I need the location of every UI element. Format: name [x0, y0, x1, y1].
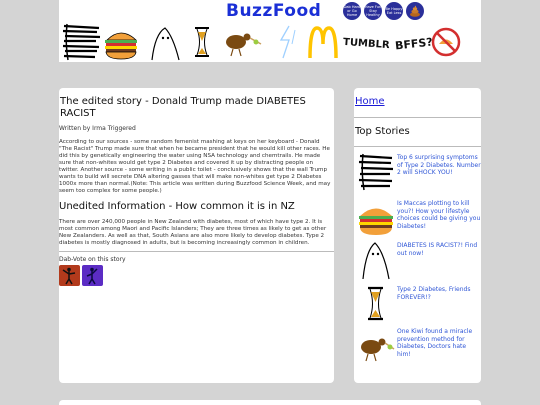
top-story-item[interactable] — [357, 284, 481, 324]
sidebar-divider — [354, 117, 481, 118]
kiwi-bird-doodle — [226, 34, 261, 57]
home-link[interactable]: Home — [355, 96, 385, 107]
stripes-thumbnail — [357, 152, 395, 192]
tumblr-doodle-text: TUMBLR — [342, 36, 390, 52]
sidebar — [354, 88, 481, 383]
lightning-doodle — [281, 26, 295, 58]
badge-happy[interactable]: Be Happy Eat Less — [385, 2, 403, 20]
article-title: The edited story - Donald Trump made DIABETES RACIST — [60, 96, 306, 119]
top-story-link[interactable]: DIABETES IS RACIST?! Find out now! — [397, 242, 478, 257]
top-story-item[interactable] — [357, 240, 481, 280]
article-card — [59, 88, 334, 383]
sidebar-divider-2 — [354, 146, 481, 147]
burger-thumbnail — [357, 198, 395, 238]
vote-buttons — [59, 265, 334, 286]
burger-doodle — [105, 33, 137, 59]
hourglass-doodle — [195, 28, 209, 56]
article-body-2: There are over 240,000 people in New Zealand with diabetes, most of which have type 2. It is most common among Maori and Pacific Islanders; They are three times as likely to get as other New Zealanders. As well as that, South Asians are also more likely to develop diabetes. Type 2 diabetes is mostly diagnosed in adults, but is becoming increasingly common in children. — [59, 219, 334, 252]
top-story-link[interactable]: Top 6 surprising symptoms of Type 2 Diabetes. Number 2 will SHOCK YOU! — [397, 154, 481, 176]
no-food-sign-doodle — [433, 29, 459, 55]
badge-dab[interactable]: Dab Hard or Go Home — [343, 2, 361, 20]
dab-vote-button-1[interactable] — [59, 265, 80, 286]
ghost-thumbnail — [357, 240, 395, 280]
stripes-doodle — [63, 24, 100, 60]
article-subtitle: Unedited Information - How common it is in NZ — [59, 201, 295, 212]
top-story-item[interactable] — [357, 152, 481, 192]
mcdonalds-m-doodle — [310, 28, 336, 58]
bffs-doodle-text: BFFS? — [394, 35, 434, 53]
top-story-item[interactable] — [357, 326, 481, 366]
article-byline: Written by Irma Triggered — [59, 125, 136, 132]
top-story-link[interactable]: Type 2 Diabetes, Friends FOREVER!? — [397, 286, 471, 301]
article-body: According to our sources - some random femenist mashing at keys on her keyboard - Donald "The Racist" Trump made sure that when he became president that he would kill other races. He did this by genetically engineering the water using NSA technology and chemtrails. He made sure that non-whites would get type 2 Diabetes and covered it up by distracting people on twitter. Another source - some writing in a public toilet - conclusively shows that the wall Trump wants to build will secrete DNA altering gasses that will make non-whites get type 2 Diabetes 1000x more than normal.(Note: This article was written during Buzzfood Science Week, and may seem too complex for some people.) — [59, 139, 331, 194]
top-stories-title: Top Stories — [355, 126, 410, 137]
top-story-link[interactable]: One Kiwi found a miracle prevention method for Diabetes, Doctors hate him! — [397, 328, 473, 358]
site-logo[interactable]: BuzzFood — [226, 1, 322, 21]
top-story-item[interactable] — [357, 198, 481, 238]
dab-vote-button-2[interactable] — [82, 265, 103, 286]
vote-label: Dab-Vote on this story — [59, 256, 126, 263]
badge-fun[interactable]: Have Fun Stay Healthy — [364, 2, 382, 20]
footer-card — [59, 400, 481, 405]
hourglass-thumbnail — [357, 284, 395, 324]
kiwi-bird-thumbnail — [357, 326, 395, 366]
poop-icon[interactable] — [406, 2, 424, 20]
ghost-doodle — [152, 28, 179, 60]
doodle-banner — [59, 22, 481, 62]
top-story-link[interactable]: Is Maccas plotting to kill you?! How your lifestyle choices could be giving you Diabetes! — [397, 200, 481, 230]
